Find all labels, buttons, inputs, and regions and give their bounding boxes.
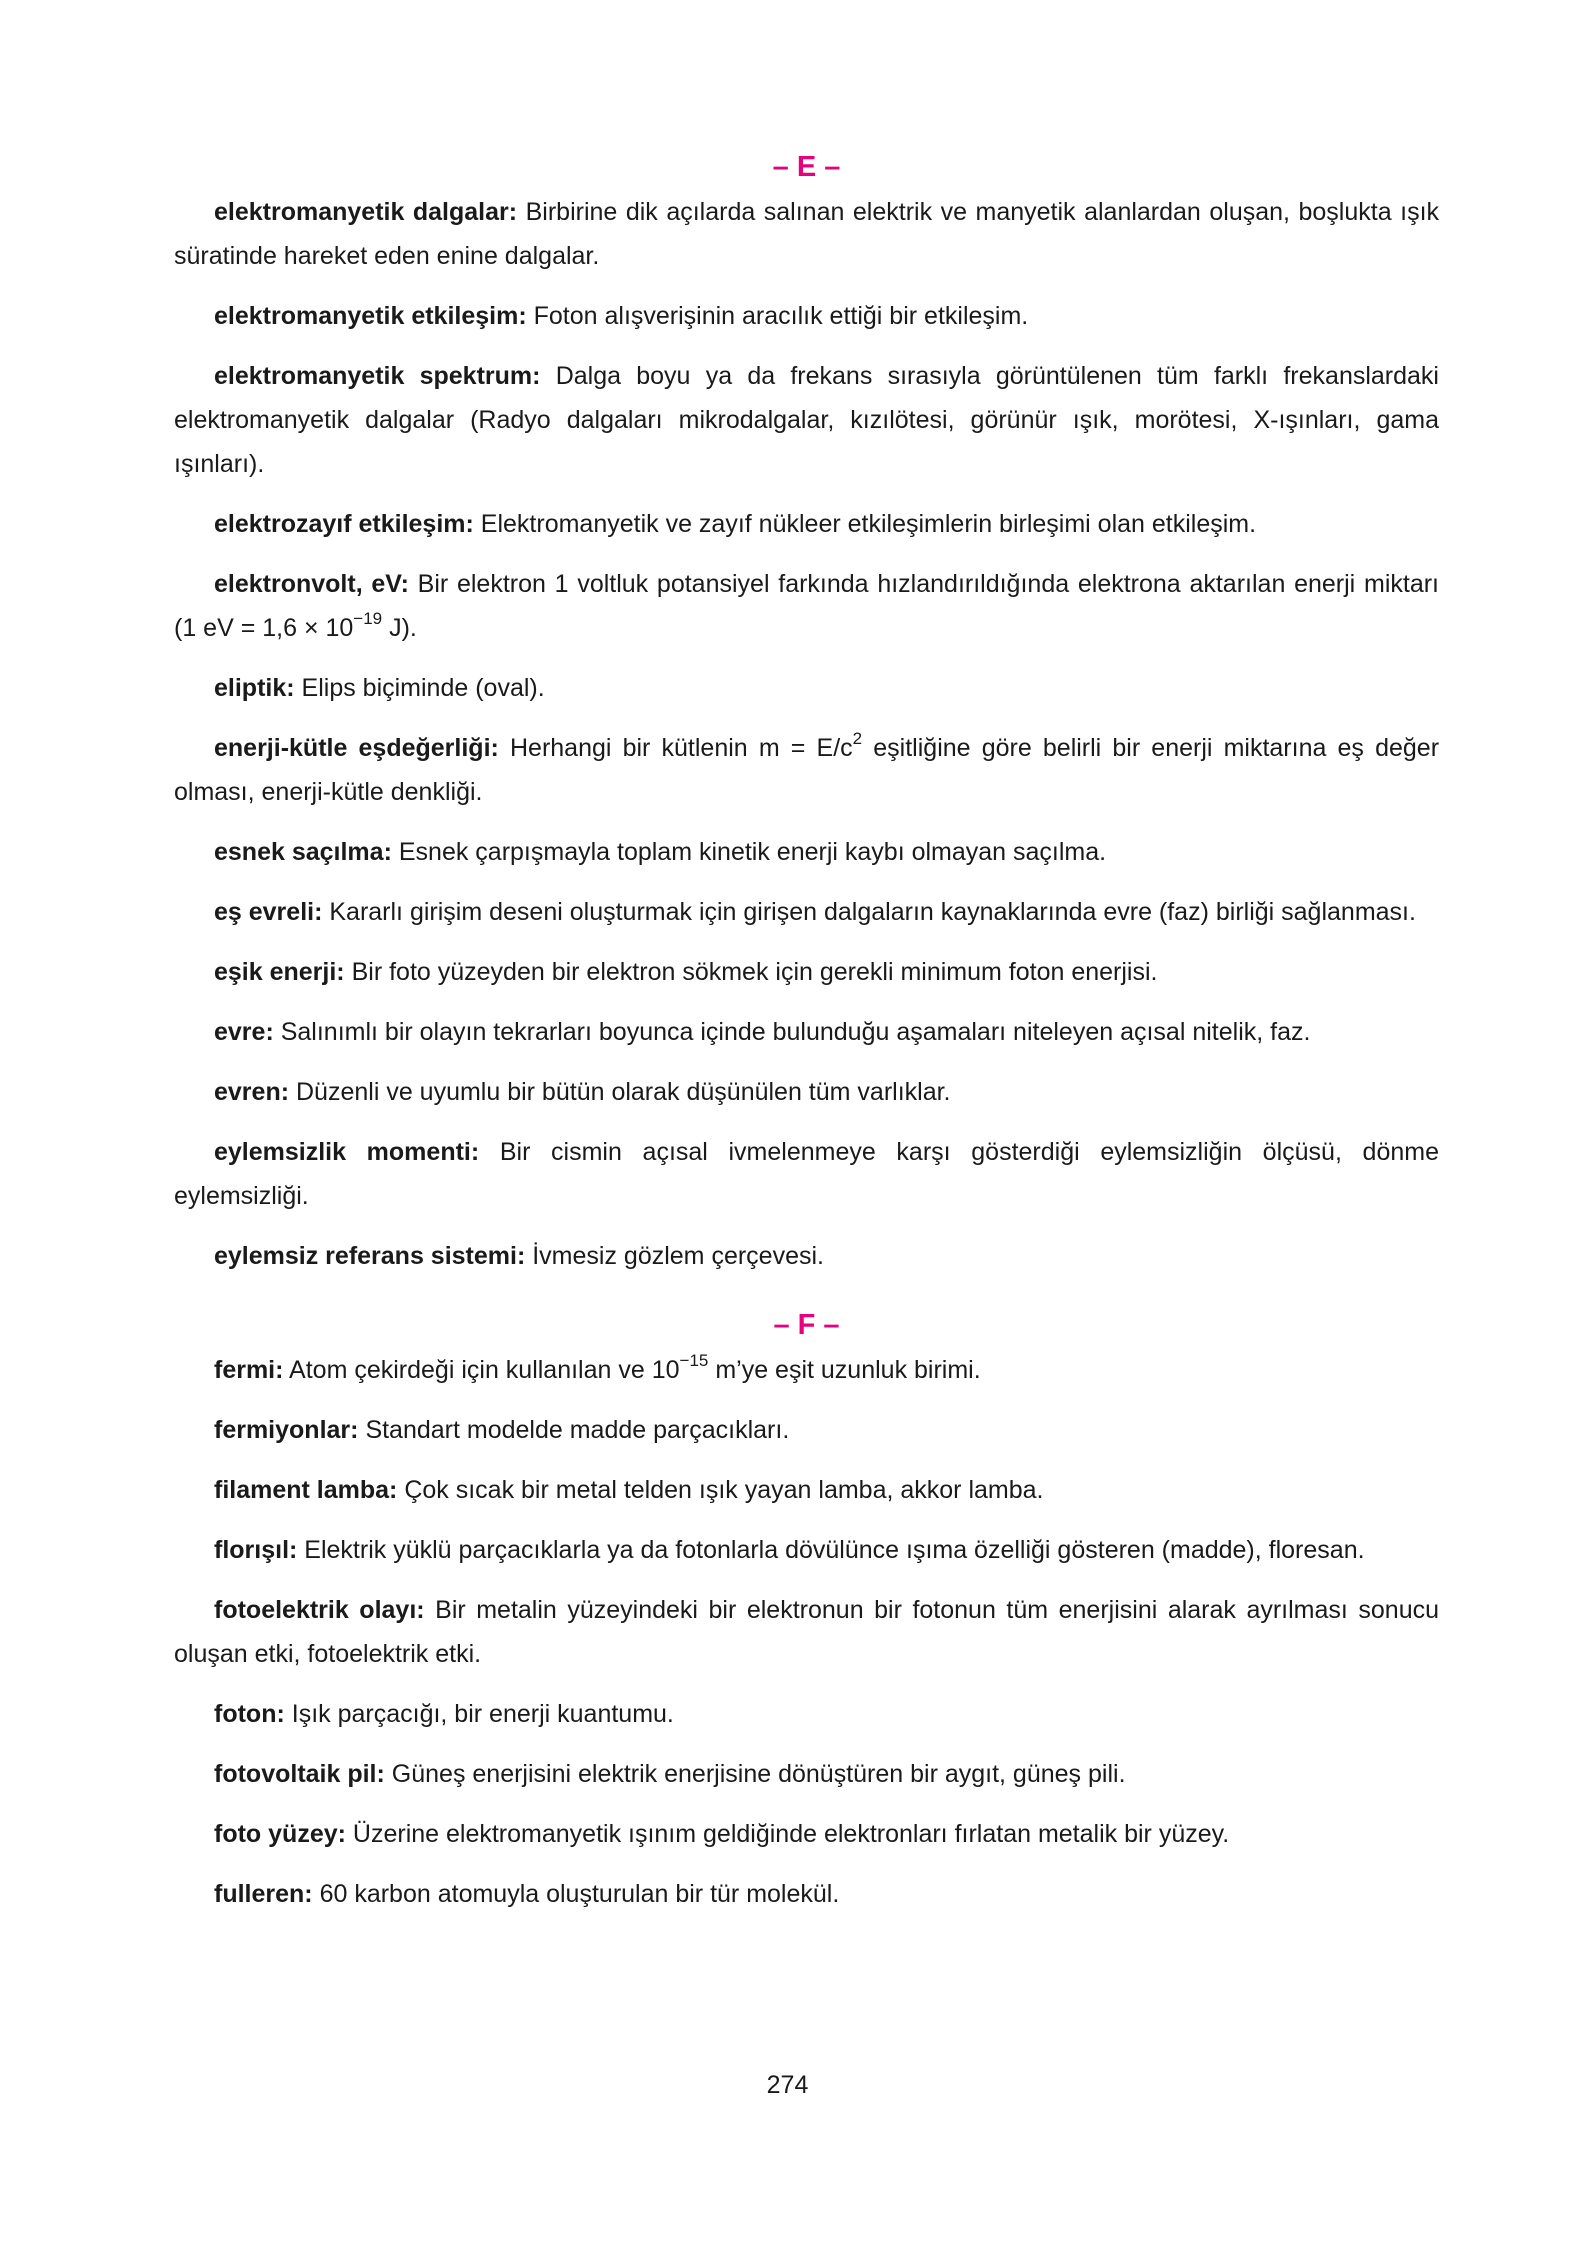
- glossary-entry: [174, 1812, 1439, 1856]
- entry-term: elektrozayıf etkileşim:: [214, 510, 474, 538]
- glossary-entry: [174, 1528, 1439, 1572]
- entry-definition-end: J).: [382, 614, 417, 642]
- entry-term: eylemsiz referans sistemi:: [214, 1242, 526, 1270]
- entry-definition-end: eşitliğine göre belirli bir enerji miktarına eş değer olması, enerji-kütle denkliği.: [174, 734, 1440, 806]
- glossary-entry: [174, 1348, 1439, 1392]
- glossary-entry: [174, 1752, 1439, 1796]
- entry-term: fotovoltaik pil:: [214, 1760, 385, 1788]
- entry-definition: Bir foto yüzeyden bir elektron sökmek için gerekli minimum foton enerjisi.: [351, 958, 1158, 986]
- entry-term: fulleren:: [214, 1880, 313, 1908]
- entry-term: esnek saçılma:: [214, 838, 392, 866]
- entry-term: elektromanyetik dalgalar:: [214, 198, 518, 226]
- entry-term: filament lamba:: [214, 1476, 398, 1504]
- entry-definition: Birbirine dik açılarda salınan elektrik ve manyetik alanlardan oluşan, boşlukta ışık süratinde hareket eden enine dalgalar.: [174, 198, 1440, 270]
- glossary-entry: [174, 562, 1439, 650]
- entry-term: fermiyonlar:: [214, 1416, 359, 1444]
- glossary-entry: [174, 726, 1439, 814]
- section-heading-e: – E –: [772, 151, 841, 183]
- glossary-entry: [174, 1588, 1439, 1676]
- entry-definition: Üzerine elektromanyetik ışınım geldiğinde elektronları fırlatan metalik bir yüzey.: [352, 1820, 1230, 1848]
- glossary-entry: [174, 950, 1439, 994]
- glossary-entry: [174, 666, 1439, 710]
- glossary-entry: [174, 1872, 1439, 1916]
- entry-definition: Atom çekirdeği için kullanılan ve 10: [289, 1356, 680, 1384]
- entry-definition: Çok sıcak bir metal telden ışık yayan lamba, akkor lamba.: [404, 1476, 1044, 1504]
- glossary-entry: [174, 1468, 1439, 1512]
- superscript-exponent: −19: [353, 608, 383, 628]
- entry-definition: Esnek çarpışmayla toplam kinetik enerji kaybı olmayan saçılma.: [398, 838, 1107, 866]
- entry-definition: Herhangi bir kütlenin m = E/c: [510, 734, 853, 762]
- entry-definition: Bir metalin yüzeyindeki bir elektronun bir fotonun tüm enerjisini alarak ayrılması sonucu oluşan etki, fotoelektrik etki.: [174, 1596, 1440, 1668]
- entry-term: elektronvolt, eV:: [214, 570, 409, 598]
- glossary-page: [174, 150, 1439, 1932]
- entry-term: foton:: [214, 1700, 285, 1728]
- entry-definition: Dalga boyu ya da frekans sırasıyla görüntülenen tüm farklı frekanslardaki elektromanyetik dalgalar (Radyo dalgaları mikrodalgalar, kızılötesi, görünür ışık, morötesi, X-ışınları, gama ışınları).: [174, 362, 1439, 478]
- page-number: 274: [766, 2071, 809, 2099]
- superscript-exponent: 2: [852, 728, 863, 748]
- entry-term: foto yüzey:: [214, 1820, 346, 1848]
- entry-term: enerji-kütle eşdeğerliği:: [214, 734, 499, 762]
- entry-term: elektromanyetik spektrum:: [214, 362, 541, 390]
- superscript-exponent: −15: [679, 1350, 709, 1370]
- entry-definition: 60 karbon atomuyla oluşturulan bir tür molekül.: [319, 1880, 840, 1908]
- entry-definition: Salınımlı bir olayın tekrarları boyunca içinde bulunduğu aşamaları niteleyen açısal nitelik, faz.: [280, 1018, 1311, 1046]
- entry-term: eşik enerji:: [214, 958, 345, 986]
- entry-definition: Bir cismin açısal ivmelenmeye karşı gösterdiği eylemsizliğin ölçüsü, dönme eylemsizliği.: [174, 1138, 1439, 1210]
- entry-definition-end: m’ye eşit uzunluk birimi.: [708, 1356, 981, 1384]
- glossary-entry: [174, 190, 1439, 278]
- entry-definition: Elektrik yüklü parçacıklarla ya da fotonlarla dövülünce ışıma özelliği gösteren (madde), floresan.: [304, 1536, 1365, 1564]
- glossary-entry: [174, 502, 1439, 546]
- glossary-entry: [174, 1692, 1439, 1736]
- glossary-entry: [174, 1070, 1439, 1114]
- glossary-entry: [174, 830, 1439, 874]
- glossary-entry: [174, 890, 1439, 934]
- glossary-entry: [174, 1408, 1439, 1452]
- entry-definition: Düzenli ve uyumlu bir bütün olarak düşünülen tüm varlıklar.: [296, 1078, 951, 1106]
- entry-definition: Işık parçacığı, bir enerji kuantumu.: [291, 1700, 674, 1728]
- entry-term: florışıl:: [214, 1536, 298, 1564]
- entry-term: eylemsizlik momenti:: [214, 1138, 480, 1166]
- entry-definition: Foton alışverişinin aracılık ettiği bir etkileşim.: [533, 302, 1029, 330]
- entry-definition: Standart modelde madde parçacıkları.: [365, 1416, 790, 1444]
- entry-definition: Güneş enerjisini elektrik enerjisine dönüştüren bir aygıt, güneş pili.: [391, 1760, 1126, 1788]
- glossary-entry: [174, 1130, 1439, 1218]
- entry-term: eş evreli:: [214, 898, 323, 926]
- entry-term: evre:: [214, 1018, 274, 1046]
- entry-term: elektromanyetik etkileşim:: [214, 302, 527, 330]
- glossary-entry: [174, 354, 1439, 486]
- entry-term: evren:: [214, 1078, 290, 1106]
- entry-definition: Kararlı girişim deseni oluşturmak için girişen dalgaların kaynaklarında evre (faz) birliği sağlanması.: [329, 898, 1416, 926]
- entry-definition: Elektromanyetik ve zayıf nükleer etkileşimlerin birleşimi olan etkileşim.: [480, 510, 1257, 538]
- section-heading-f: – F –: [773, 1309, 840, 1341]
- entry-term: fotoelektrik olayı:: [214, 1596, 425, 1624]
- entry-definition: Bir elektron 1 voltluk potansiyel farkında hızlandırıldığında elektrona aktarılan enerji miktarı (1 eV = 1,6 × 10: [174, 570, 1439, 642]
- entry-definition: İvmesiz gözlem çerçevesi.: [532, 1242, 824, 1270]
- entry-term: eliptik:: [214, 674, 295, 702]
- glossary-entry: [174, 1234, 1439, 1278]
- glossary-entry: [174, 1010, 1439, 1054]
- entry-definition: Elips biçiminde (oval).: [301, 674, 545, 702]
- glossary-entry: [174, 294, 1439, 338]
- entry-term: fermi:: [214, 1356, 284, 1384]
